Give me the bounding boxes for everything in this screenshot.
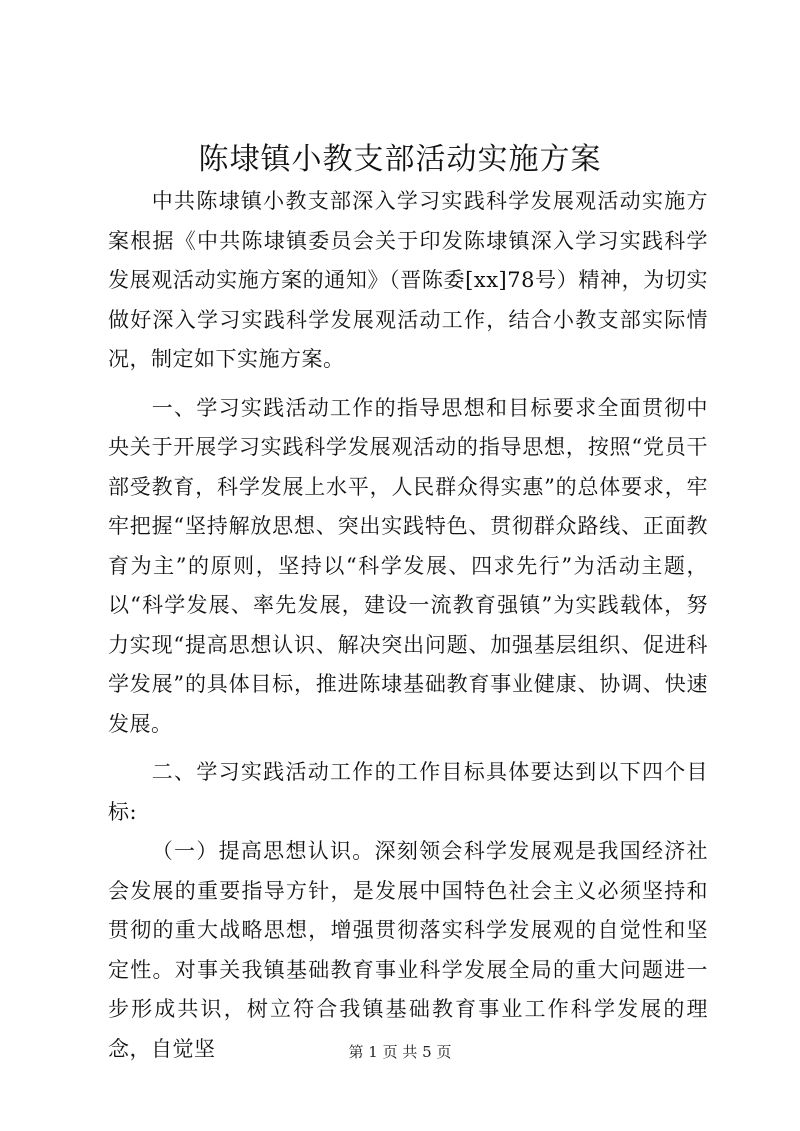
paragraph-text: （一）提高思想认识。深刻领会科学发展观是我国经济社会发展的重要指导方针，是发展中国特色社会主义必须坚持和贯彻的重大战略思想，增强贯彻落实科学发展观的自觉性和坚定性。对事关我镇基础教育事业科学发展全局的重大问题进一步形成共识，树立符合我镇基础教育事业工作科学发展的理念，自觉坚 xyxy=(108,839,708,1061)
paragraph-intro xyxy=(108,182,708,380)
document-title: 陈埭镇小教支部活动实施方案 xyxy=(198,142,602,177)
paragraph-section-two-heading xyxy=(108,753,708,832)
paragraph-goal-one xyxy=(108,832,708,1069)
page-footer: 第 1 页 共 5 页 xyxy=(348,1043,452,1061)
paragraph-text: 中共陈埭镇小教支部深入学习实践科学发展观活动实施方案根据《中共陈埭镇委员会关于印发陈埭镇深入学习实践科学发展观活动实施方案的通知》（晋陈委[xx]78号）精神，为切实做好深入学习实践科学发展观活动工作，结合小教支部实际情况，制定如下实施方案。 xyxy=(108,189,708,371)
paragraph-text: 二、学习实践活动工作的工作目标具体要达到以下四个目标: xyxy=(108,760,708,824)
paragraph-text: 一、学习实践活动工作的指导思想和目标要求全面贯彻中央关于开展学习实践科学发展观活动的指导思想，按照“党员干部受教育，科学发展上水平，人民群众得实惠”的总体要求，牢牢把握“坚持解放思想、突出实践特色、贯彻群众路线、正面教育为主”的原则，坚持以“科学发展、四求先行”为活动主题，以“科学发展、率先发展，建设一流教育强镇”为实践载体，努力实现“提高思想认识、解决突出问题、加强基层组织、促进科学发展”的具体目标，推进陈埭基础教育事业健康、协调、快速发展。 xyxy=(108,395,708,736)
document-body xyxy=(108,182,708,1069)
paragraph-section-one xyxy=(108,389,708,745)
